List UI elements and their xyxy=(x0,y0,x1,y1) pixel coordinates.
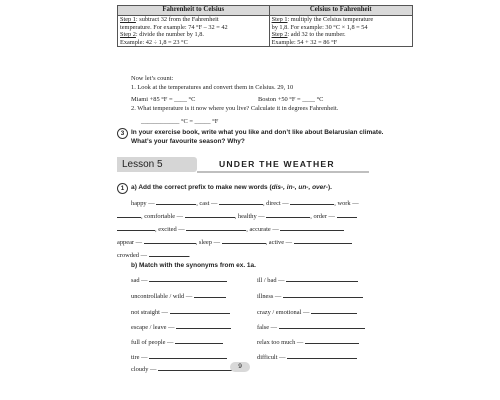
word-item: , active — xyxy=(265,239,293,246)
synonym-left-7 xyxy=(131,364,234,373)
synonym-word: illness — xyxy=(257,293,282,300)
synonym-right-1 xyxy=(257,275,358,284)
word-item: , comfortable — xyxy=(141,213,184,220)
task-1a-prefixes: dis-, in-, un-, over- xyxy=(271,184,328,191)
step-text: : add 32 to the number. xyxy=(287,31,346,39)
task-3-line-1: In your exercise book, write what you like and don’t like about Belarusian climate. xyxy=(131,129,384,136)
lesson-title: UNDER THE WEATHER xyxy=(219,159,335,169)
answer-blank[interactable] xyxy=(287,352,357,359)
answer-blank[interactable] xyxy=(279,322,365,329)
table-header-c-to-f: Celsius to Fahrenheit xyxy=(269,6,412,16)
step-label: Step 1 xyxy=(120,16,136,23)
synonym-word: uncontrollable / wild — xyxy=(131,293,193,300)
task-1b-instruction: b) Match with the synonyms from ex. 1a. xyxy=(131,262,256,269)
synonym-word: escape / leave — xyxy=(131,324,175,331)
synonym-word: ill / bad — xyxy=(257,277,285,284)
synonym-word: crazy / emotional — xyxy=(257,309,310,316)
answer-blank[interactable] xyxy=(294,237,352,244)
step-text: : divide the number by 1,8. xyxy=(135,31,204,39)
synonym-word: tire — xyxy=(131,354,148,361)
synonym-right-4 xyxy=(257,322,365,331)
word-line-4 xyxy=(117,237,352,246)
step-label: Step 2 xyxy=(271,31,288,39)
count-item-1: 1. Look at the temperatures and convert them in Celsius. 29, 10 xyxy=(131,84,294,91)
task-3-line-2: What’s your favourite season? Why? xyxy=(131,138,245,145)
synonym-word: false — xyxy=(257,324,278,331)
answer-blank[interactable] xyxy=(219,198,263,205)
answer-blank[interactable] xyxy=(266,211,310,218)
synonym-word: cloudy — xyxy=(131,366,157,373)
synonym-right-6 xyxy=(257,352,357,361)
answer-blank[interactable] xyxy=(311,307,357,314)
answer-blank[interactable] xyxy=(144,237,196,244)
word-item: appear — xyxy=(117,239,143,246)
synonym-word: sad — xyxy=(131,277,148,284)
answer-blank[interactable] xyxy=(283,291,363,298)
answer-blank[interactable] xyxy=(149,352,227,359)
word-item: , accurate — xyxy=(246,226,279,233)
word-line-5 xyxy=(117,250,190,259)
table-line: by 1,8. For example: 30 °C × 1,8 = 54 xyxy=(271,23,368,31)
step-text: : subtract 32 from the Fahrenheit xyxy=(135,16,219,23)
word-item: , direct — xyxy=(262,200,289,207)
answer-blank[interactable] xyxy=(305,337,359,344)
word-item: . xyxy=(188,252,191,259)
synonym-word: not straight — xyxy=(131,309,168,316)
word-line-1 xyxy=(131,198,359,207)
answer-blank[interactable] xyxy=(170,307,230,314)
synonym-left-5 xyxy=(131,337,223,346)
step-label: Step 2 xyxy=(120,31,136,39)
table-cell-c-to-f xyxy=(269,16,412,47)
task-3-number: 3 xyxy=(117,128,128,139)
word-item: happy — xyxy=(131,200,155,207)
synonym-word: relax too much — xyxy=(257,339,304,346)
answer-blank[interactable] xyxy=(176,322,231,329)
task-1a-text: a) Add the correct prefix to make new words ( xyxy=(131,184,272,191)
task-1a-text-end: ). xyxy=(327,184,332,191)
synonym-right-5 xyxy=(257,337,359,346)
answer-blank[interactable] xyxy=(194,291,226,298)
synonym-word: difficult — xyxy=(257,354,286,361)
answer-blank[interactable] xyxy=(117,224,155,231)
step-text: : multiply the Celsius temperature xyxy=(287,16,374,23)
word-item: , work — xyxy=(334,200,359,207)
answer-blank[interactable] xyxy=(185,211,235,218)
answer-blank[interactable] xyxy=(222,237,266,244)
table-line: temperature. For example: 74 °F – 32 = 42 xyxy=(120,23,228,31)
answer-blank[interactable] xyxy=(186,224,246,231)
conversion-table xyxy=(117,5,413,47)
synonym-left-1 xyxy=(131,275,227,284)
synonym-right-3 xyxy=(257,307,357,316)
table-cell-f-to-c xyxy=(118,16,270,47)
word-item: , cast — xyxy=(196,200,218,207)
task-1-number: 1 xyxy=(117,183,128,194)
word-line-2 xyxy=(117,211,357,220)
answer-blank[interactable] xyxy=(337,211,357,218)
synonym-left-4 xyxy=(131,322,231,331)
answer-blank[interactable] xyxy=(158,364,234,371)
page-number: 9 xyxy=(230,362,250,372)
synonym-left-3 xyxy=(131,307,230,316)
answer-blank[interactable] xyxy=(149,250,189,257)
table-line: Example: 42 ÷ 1,8 = 23 °C xyxy=(120,38,188,46)
answer-blank[interactable] xyxy=(290,198,334,205)
synonym-word: full of people — xyxy=(131,339,174,346)
count-intro: Now let’s count: xyxy=(131,75,174,82)
count-item-2: 2. What temperature is it now where you live? Calculate it in degrees Fahrenheit. xyxy=(131,105,339,112)
word-item: , excited — xyxy=(155,226,185,233)
word-line-3 xyxy=(117,224,344,233)
word-item: , sleep — xyxy=(195,239,220,246)
task-1a-instruction xyxy=(131,184,332,191)
table-header-f-to-c: Fahrenheit to Celsius xyxy=(118,6,270,16)
answer-blank[interactable] xyxy=(175,337,223,344)
lesson-label: Lesson 5 xyxy=(122,159,163,170)
word-item: crowded — xyxy=(117,252,147,259)
word-item: , healthy — xyxy=(234,213,265,220)
lesson-header-rule xyxy=(197,171,369,173)
synonym-right-2 xyxy=(257,291,363,300)
answer-blank[interactable] xyxy=(156,198,196,205)
synonym-left-6 xyxy=(131,352,227,361)
answer-blank[interactable] xyxy=(286,275,358,282)
answer-blank[interactable] xyxy=(117,211,141,218)
answer-blank[interactable] xyxy=(149,275,227,282)
boston-conversion: Boston +50 °F = ____ °C xyxy=(258,96,324,103)
synonym-left-2 xyxy=(131,291,226,300)
miami-conversion: Miami +85 °F = ____ °C xyxy=(131,96,196,103)
table-line: Example: 54 + 32 = 86 °F xyxy=(271,38,338,46)
word-item: , order — xyxy=(310,213,335,220)
convert-blank-line: ____________ °C = _____ °F xyxy=(141,118,219,125)
step-label: Step 1 xyxy=(271,16,288,23)
answer-blank[interactable] xyxy=(280,224,344,231)
